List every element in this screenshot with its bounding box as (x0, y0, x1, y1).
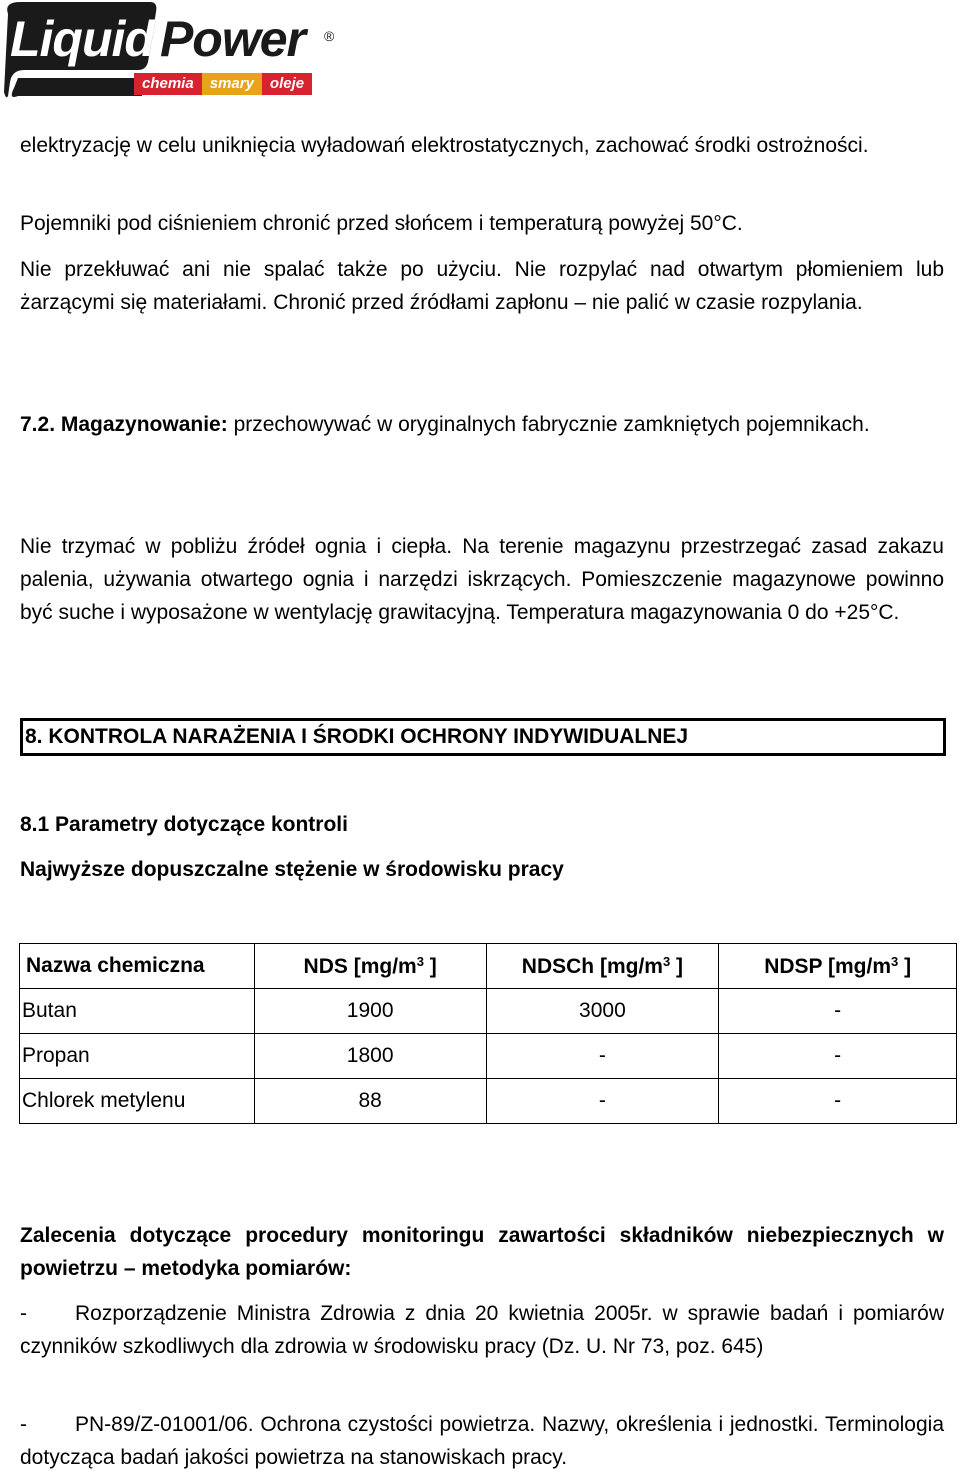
paragraph-no-puncture: Nie przekłuwać ani nie spalać także po użyciu. Nie rozpylać nad otwartym płomieniem lub żarzącymi się materiałami. Chronić przed źródłami zapłonu – nie palić w czasie rozpylania. (20, 258, 944, 314)
tag-chemia: chemia (134, 73, 202, 95)
list-item-text: PN-89/Z-01001/06. Ochrona czystości powietrza. Nazwy, określenia i jednostki. Terminologia dotycząca badań jakości powietrza na stanowiskach pracy. (20, 1413, 944, 1469)
liquid-power-logo (0, 0, 345, 104)
table-row (20, 989, 957, 1034)
list-dash: - (20, 1413, 27, 1436)
paragraph-electrification: elektryzację w celu uniknięcia wyładowań elektrostatycznych, zachować środki ostrożności. (20, 134, 869, 157)
header-ndsch: NDSCh [$mg/m^3$ ] (486, 944, 719, 989)
cell-ndsp: - (719, 1034, 957, 1079)
list-item-regulation (20, 1297, 944, 1363)
cell-nds: 1800 (254, 1034, 486, 1079)
paragraph-pressure-containers: Pojemniki pod ciśnieniem chronić przed słońcem i temperaturą powyżej 50°C. (20, 212, 743, 235)
cell-name: Propan (20, 1034, 255, 1079)
storage-text: przechowywać w oryginalnych fabrycznie zamkniętych pojemnikach. (227, 413, 870, 436)
logo-tagline (134, 73, 312, 95)
cell-ndsch: - (486, 1034, 719, 1079)
cell-ndsp: - (719, 1079, 957, 1124)
cell-ndsch: - (486, 1079, 719, 1124)
cell-name: Butan (20, 989, 255, 1034)
header-ndsp: NDSP [$mg/m^3$ ] (719, 944, 957, 989)
list-item-standard (20, 1408, 944, 1474)
header-nds: NDS [$mg/m^3$ ] (254, 944, 486, 989)
paragraph-storage (20, 408, 944, 441)
header-chemical-name: Nazwa chemiczna (20, 944, 255, 989)
table-header-row (20, 944, 957, 989)
table-row (20, 1079, 957, 1124)
cell-name: Chlorek metylenu (20, 1079, 255, 1124)
logo-word-power: Power (159, 11, 306, 67)
tag-oleje: oleje (262, 73, 312, 95)
logo-wordmark (10, 11, 306, 67)
section-8-title: 8. KONTROLA NARAŻENIA I ŚRODKI OCHRONY INDYWIDUALNEJ (20, 718, 946, 756)
logo-word-liquid: Liquid (10, 11, 154, 67)
subheading-control-parameters: 8.1 Parametry dotyczące kontroli (20, 813, 348, 836)
list-item-text: Rozporządzenie Ministra Zdrowia z dnia 20 kwietnia 2005r. w sprawie badań i pomiarów czynników szkodliwych dla zdrowia w środowisku pracy (Dz. U. Nr 73, poz. 645) (20, 1302, 944, 1358)
cell-nds: 88 (254, 1079, 486, 1124)
subheading-max-concentration: Najwyższe dopuszczalne stężenie w środowisku pracy (20, 858, 564, 881)
paragraph-storage-rules: Nie trzymać w pobliżu źródeł ognia i ciepła. Na terenie magazynu przestrzegać zasad zakazu palenia, używania otwartego ognia i narzędzi iskrzących. Pomieszczenie magazynowe powinno być suche i wyposażone w wentylację grawitacyjną. Temperatura magazynowania 0 do +25°C. (20, 535, 944, 624)
list-dash: - (20, 1302, 27, 1325)
monitoring-heading: Zalecenia dotyczące procedury monitoringu zawartości składników niebezpiecznych w powietrzu – metodyka pomiarów: (20, 1224, 944, 1280)
table-row (20, 1034, 957, 1079)
cell-ndsch: 3000 (486, 989, 719, 1034)
registered-mark: ® (324, 28, 335, 44)
cell-nds: 1900 (254, 989, 486, 1034)
storage-label: 7.2. Magazynowanie: (20, 413, 228, 436)
exposure-limits-table (19, 943, 957, 1124)
tag-smary: smary (202, 73, 262, 95)
cell-ndsp: - (719, 989, 957, 1034)
